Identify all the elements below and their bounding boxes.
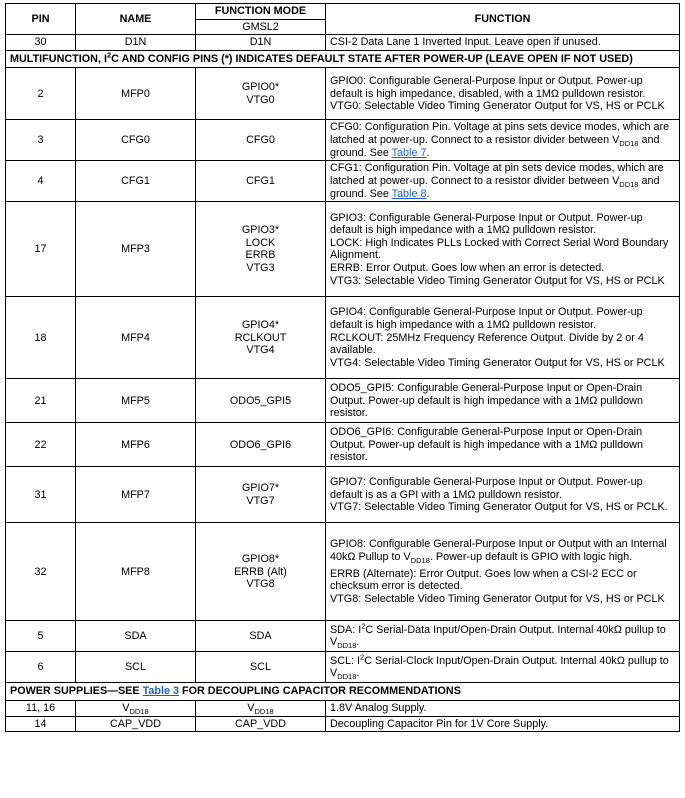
table-row [6,35,680,51]
table-row [6,652,680,683]
mode-cell: GPIO8* ERRB (Alt) VTG8 [196,523,326,621]
header-name: NAME [76,4,196,35]
header-pin: PIN [6,4,76,35]
section-heading: POWER SUPPLIES—SEE Table 3 FOR DECOUPLING CAPACITOR RECOMMENDATIONS [6,683,680,701]
pin-cell: 2 [6,68,76,120]
pin-cell: 4 [6,161,76,202]
mode-cell: ODO6_GPI6 [196,423,326,467]
pin-cell: 18 [6,297,76,379]
function-cell: ODO5_GPI5: Configurable General-Purpose Input or Open-Drain Output. Power-up default is high impedance with a 1MΩ pulldown resistor. [326,379,680,423]
mode-cell: GPIO7* VTG7 [196,467,326,523]
name-cell: CAP_VDD [76,716,196,732]
name-cell: MFP4 [76,297,196,379]
mode-cell: GPIO3* LOCK ERRB VTG3 [196,202,326,297]
table-row [6,379,680,423]
section-row-power [6,683,680,701]
section-row-multifunction [6,50,680,68]
pin-cell: 11, 16 [6,700,76,716]
pin-cell: 30 [6,35,76,51]
function-cell: ODO6_GPI6: Configurable General-Purpose Input or Open-Drain Output. Power-up default is high impedance with a 1MΩ pulldown resistor. [326,423,680,467]
pin-cell: 5 [6,621,76,652]
table-row [6,523,680,621]
name-cell: MFP3 [76,202,196,297]
function-cell: CSI-2 Data Lane 1 Inverted Input. Leave open if unused. [326,35,680,51]
function-cell: GPIO0: Configurable General-Purpose Input or Output. Power-up default is high impedance, disabled, with a 1MΩ pulldown resistor. VTG0: Selectable Video Timing Generator Output for VS, HS or PCLK [326,68,680,120]
name-cell: CFG0 [76,120,196,161]
table-row [6,467,680,523]
header-row [6,4,680,20]
pin-cell: 22 [6,423,76,467]
pin-description-table [5,3,680,732]
name-cell: SCL [76,652,196,683]
mode-cell: GPIO4* RCLKOUT VTG4 [196,297,326,379]
function-cell: 1.8V Analog Supply. [326,700,680,716]
pin-cell: 6 [6,652,76,683]
table-row [6,621,680,652]
function-cell: Decoupling Capacitor Pin for 1V Core Supply. [326,716,680,732]
mode-cell: SDA [196,621,326,652]
table-8-link[interactable]: Table 8 [391,187,427,200]
mode-cell: SCL [196,652,326,683]
name-cell: D1N [76,35,196,51]
table-row [6,297,680,379]
header-function: FUNCTION [326,4,680,35]
function-cell: GPIO7: Configurable General-Purpose Input or Output. Power-up default is as a GPI with a 1MΩ pulldown resistor. VTG7: Selectable Video Timing Generator Output for VS, HS or PCLK. [326,467,680,523]
mode-cell: CAP_VDD [196,716,326,732]
name-cell: MFP8 [76,523,196,621]
mode-cell: $V_{DD18}$ [196,700,326,716]
name-cell: $V_{DD18}$ [76,700,196,716]
function-cell: SCL: $I^2C$ Serial-Clock Input/Open-Drain Output. Internal 40kΩ pullup to $V_{DD18}$. [326,652,680,683]
function-cell: GPIO3: Configurable General-Purpose Input or Output. Power-up default is high impedance with a 1MΩ pulldown resistor. LOCK: High Indicates PLLs Locked with Correct Serial Word Boundary Alignment. ERRB: Error Output. Goes low when an error is detected. VTG3: Selectable Video Timing Generator Output for VS, HS or PCLK [326,202,680,297]
table-7-link[interactable]: Table 7 [391,146,427,159]
name-cell: MFP0 [76,68,196,120]
function-cell: SDA: $I^2C$ Serial-Data Input/Open-Drain Output. Internal 40kΩ pullup to $V_{DD18}$. [326,621,680,652]
pin-cell: 21 [6,379,76,423]
table-row [6,202,680,297]
pin-cell: 31 [6,467,76,523]
function-cell: GPIO4: Configurable General-Purpose Input or Output. Power-up default is high impedance with a 1MΩ pulldown resistor. RCLKOUT: 25MHz Frequency Reference Output. Divide by 2 or 4 available. VTG4: Selectable Video Timing Generator Output for VS, HS or PCLK [326,297,680,379]
pin-cell: 3 [6,120,76,161]
header-function-mode: FUNCTION MODE [196,4,326,20]
pin-cell: 32 [6,523,76,621]
mode-cell: GPIO0* VTG0 [196,68,326,120]
pin-cell: 17 [6,202,76,297]
function-cell: GPIO8: Configurable General-Purpose Input or Output with an Internal 40kΩ Pullup to $V_{DD18}$. Power-up default is GPIO with logic high. ERRB (Alternate): Error Output. Goes low when a CSI-2 ECC or checksum error is detected. VTG8: Selectable Video Timing Generator Output for VS, HS or PCLK [326,523,680,621]
table-3-link[interactable]: Table 3 [142,685,179,698]
table-row [6,68,680,120]
name-cell: MFP6 [76,423,196,467]
function-cell: CFG1: Configuration Pin. Voltage at pin sets device modes, which are latched at power-up. Connect to a resistor divider between $V_{DD18}$ and ground. See Table 8. [326,161,680,202]
table-row [6,161,680,202]
name-cell: MFP5 [76,379,196,423]
mode-cell: CFG1 [196,161,326,202]
pin-cell: 14 [6,716,76,732]
name-cell: CFG1 [76,161,196,202]
section-heading: MULTIFUNCTION, $I^2C$ AND CONFIG PINS (*) INDICATES DEFAULT STATE AFTER POWER-UP (LEAVE OPEN IF NOT USED) [6,50,680,68]
table-row [6,423,680,467]
header-gmsl2: GMSL2 [196,19,326,35]
mode-cell: CFG0 [196,120,326,161]
function-cell: CFG0: Configuration Pin. Voltage at pins sets device modes, which are latched at power-up. Connect to a resistor divider between $V_{DD18}$ and ground. See Table 7. [326,120,680,161]
mode-cell: ODO5_GPI5 [196,379,326,423]
mode-cell: D1N [196,35,326,51]
table-row [6,700,680,716]
name-cell: MFP7 [76,467,196,523]
table-row [6,120,680,161]
table-row [6,716,680,732]
name-cell: SDA [76,621,196,652]
